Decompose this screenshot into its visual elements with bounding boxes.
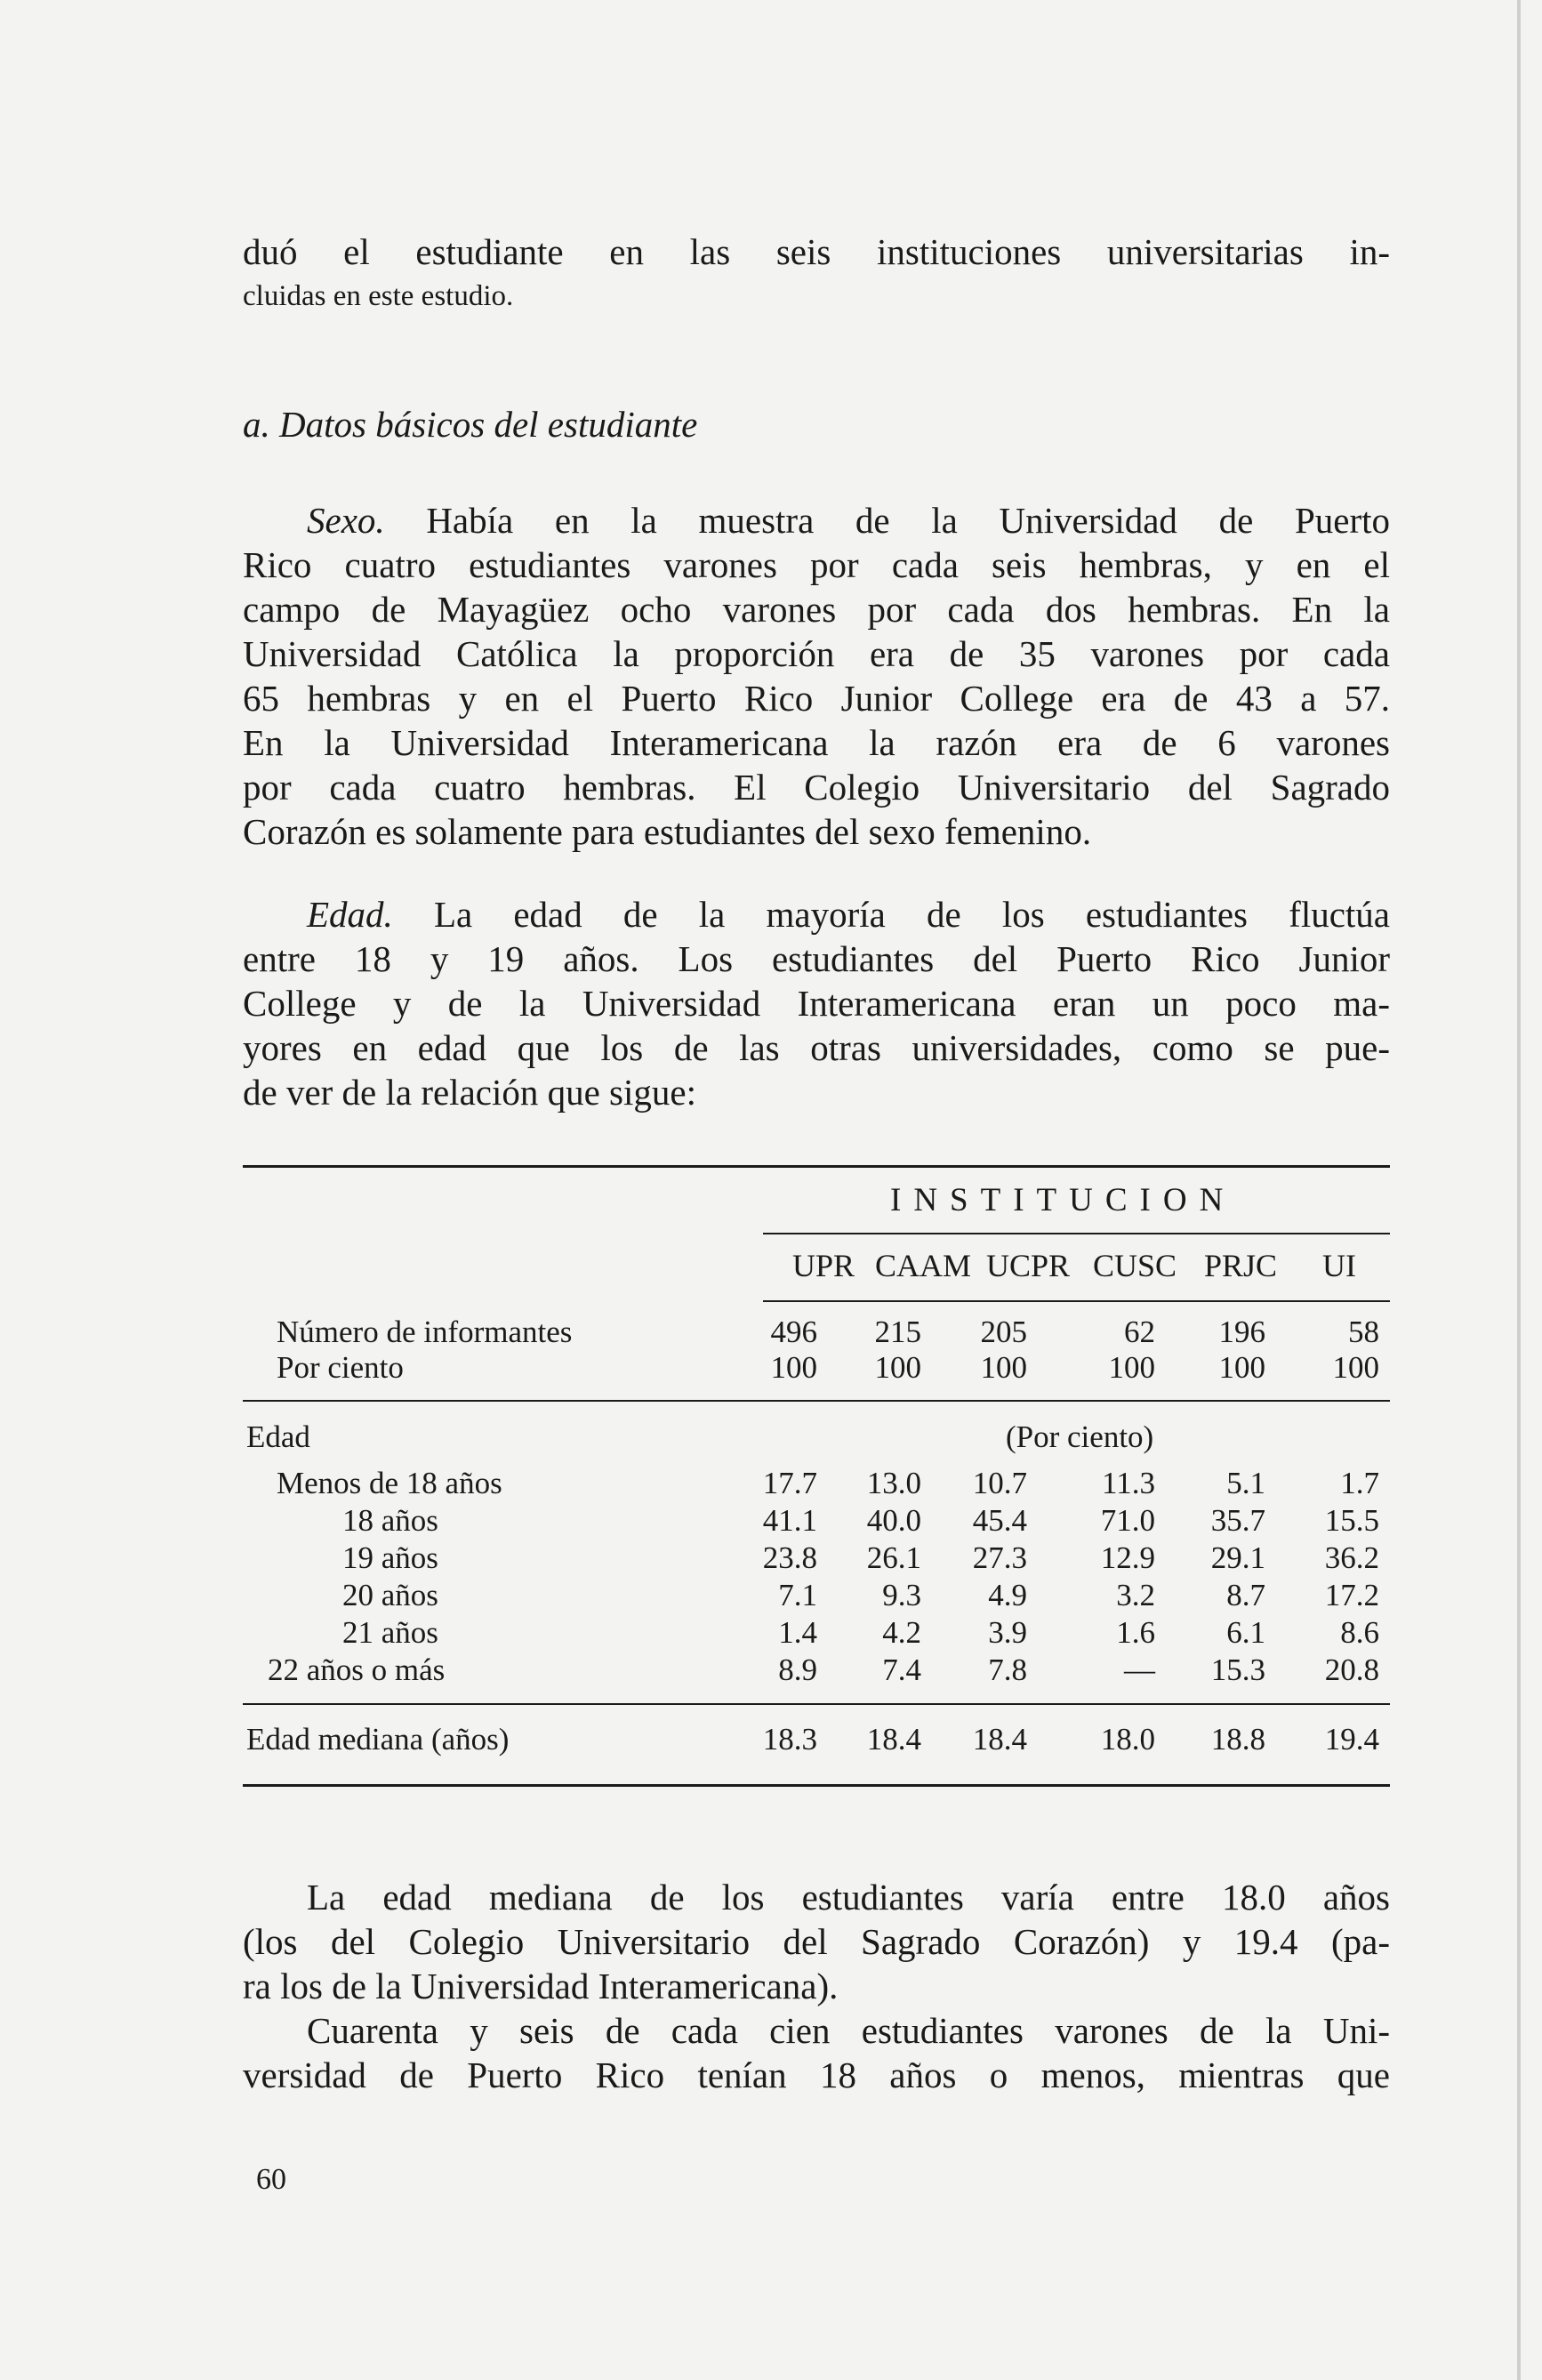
page-edge [1517,0,1521,2380]
table-cell: 15.5 [1324,1503,1379,1538]
page-number: 60 [256,2163,286,2196]
por-ciento-label: (Por ciento) [1006,1419,1154,1454]
text-line: entre 18 y 19 años. Los estudiantes del Puerto Rico Junior [243,938,1390,979]
table-mid-rule [243,1400,1390,1402]
table-cell: 26.1 [866,1540,921,1575]
row-label: Menos de 18 años [277,1466,502,1500]
table-cell: 17.7 [762,1466,817,1500]
table-cell: 10.7 [972,1466,1027,1500]
table-cell: 100 [770,1350,817,1385]
text-line: cluidas en este estudio. [243,280,514,312]
text-line: Universidad Católica la proporción era de 35 varones por cada [243,633,1390,674]
table-cell: 18.4 [866,1722,921,1757]
table-cell: 36.2 [1324,1540,1379,1575]
table-cell: 40.0 [866,1503,921,1538]
table-cell: 196 [1218,1315,1265,1349]
text-line: por cada cuatro hembras. El Colegio Universitario del Sagrado [243,767,1390,808]
text-line: 65 hembras y en el Puerto Rico Junior College era de 43 a 57. [243,678,1390,719]
text-line: duó el estudiante en las seis instituciones universitarias in- [243,231,1390,272]
text-line: yores en edad que los de las otras universidades, como se pue- [243,1027,1390,1068]
text-line: de ver de la relación que sigue: [243,1072,696,1113]
column-head-rule [763,1300,1390,1302]
col-head-ucpr: UCPR [985,1248,1071,1283]
table-cell: 100 [874,1350,921,1385]
sexo-lead: Sexo. [307,500,385,541]
col-head-ui: UI [1322,1248,1356,1283]
text-line: campo de Mayagüez ocho varones por cada dos hembras. En la [243,589,1390,630]
text-fragment: La edad de la mayoría de los estudiantes fluctúa [433,894,1390,935]
table-cell: 7.1 [778,1578,817,1612]
table-cell: 8.7 [1226,1578,1265,1612]
row-label: Edad mediana (años) [246,1722,510,1757]
table-cell: 100 [1108,1350,1155,1385]
text-line [243,892,1390,937]
table-cell: 19.4 [1324,1722,1379,1757]
table-cell: 45.4 [972,1503,1027,1538]
table-title-rule [763,1233,1390,1234]
table-cell: 18.4 [972,1722,1027,1757]
table-cell: 1.7 [1340,1466,1379,1500]
section-heading: a. Datos básicos del estudiante [243,404,698,445]
table-cell: 6.1 [1226,1615,1265,1650]
table-cell: 18.3 [762,1722,817,1757]
text-line: Corazón es solamente para estudiantes del sexo femenino. [243,811,1092,852]
text-line: versidad de Puerto Rico tenían 18 años o menos, mientras que [243,2054,1390,2095]
table-cell: 496 [770,1315,817,1349]
table-cell: 1.6 [1116,1615,1155,1650]
mediana-paragraph [243,1875,1390,2008]
col-head-prjc: PRJC [1203,1248,1278,1283]
row-label: Número de informantes [277,1315,573,1349]
table-cell: 15.3 [1210,1652,1265,1687]
row-label: Por ciento [277,1350,404,1385]
table-cell: 18.8 [1210,1722,1265,1757]
table-top-rule [243,1165,1390,1168]
intro-paragraph [243,229,1390,318]
table-title: INSTITUCION [890,1182,1236,1218]
text-line: La edad mediana de los estudiantes varía entre 18.0 años [307,1877,1390,1918]
table-cell: 100 [1218,1350,1265,1385]
text-line: Cuarenta y seis de cada cien estudiantes varones de la Uni- [307,2010,1390,2051]
table-cell: 12.9 [1100,1540,1155,1575]
table-cell: 3.2 [1116,1578,1155,1612]
text-line [243,498,1390,543]
col-head-cusc: CUSC [1092,1248,1177,1283]
table-cell: 205 [980,1315,1027,1349]
table-cell: 4.9 [988,1578,1027,1612]
text-line: (los del Colegio Universitario del Sagrado Corazón) y 19.4 (pa- [243,1921,1390,1962]
sexo-paragraph [243,498,1390,854]
text-line: College y de la Universidad Interamericana eran un poco ma- [243,983,1390,1024]
table-cell: 100 [1332,1350,1379,1385]
table-cell: 23.8 [762,1540,817,1575]
table-cell: 215 [874,1315,921,1349]
text-line: En la Universidad Interamericana la razón era de 6 varones [243,722,1390,763]
row-label: 19 años [342,1540,438,1575]
row-label: 20 años [342,1578,438,1612]
table-cell: 7.8 [988,1652,1027,1687]
row-label: 18 años [342,1503,438,1538]
table-cell: 3.9 [988,1615,1027,1650]
edad-lead: Edad. [307,894,393,935]
table-cell: 27.3 [972,1540,1027,1575]
table-cell: 8.9 [778,1652,817,1687]
edad-label: Edad [246,1419,310,1454]
table-cell: 62 [1124,1315,1155,1349]
table-median-rule [243,1703,1390,1705]
table-cell: 11.3 [1102,1466,1155,1500]
table-cell: 18.0 [1100,1722,1155,1757]
table-cell: 35.7 [1210,1503,1265,1538]
text-line: ra los de la Universidad Interamericana). [243,1966,839,2006]
table-cell: 9.3 [882,1578,921,1612]
row-label: 21 años [342,1615,438,1650]
table-cell: 58 [1348,1315,1379,1349]
table-cell: 5.1 [1226,1466,1265,1500]
table-cell: 7.4 [882,1652,921,1687]
col-head-upr: UPR [791,1248,855,1283]
row-label: 22 años o más [268,1652,446,1687]
table-cell: — [1124,1652,1155,1687]
text-line: Rico cuatro estudiantes varones por cada seis hembras, y en el [243,544,1390,585]
cuarenta-paragraph [243,2008,1390,2097]
table-cell: 17.2 [1324,1578,1379,1612]
edad-paragraph [243,892,1390,1114]
table-cell: 8.6 [1340,1615,1379,1650]
col-head-caam: CAAM [874,1248,972,1283]
table-cell: 20.8 [1324,1652,1379,1687]
table-cell: 1.4 [778,1615,817,1650]
table-cell: 29.1 [1210,1540,1265,1575]
table-cell: 41.1 [762,1503,817,1538]
table-cell: 71.0 [1100,1503,1155,1538]
table-cell: 4.2 [882,1615,921,1650]
table-cell: 100 [980,1350,1027,1385]
table-cell: 13.0 [866,1466,921,1500]
text-fragment: Había en la muestra de la Universidad de Puerto [426,500,1390,541]
table-bottom-rule [243,1784,1390,1787]
